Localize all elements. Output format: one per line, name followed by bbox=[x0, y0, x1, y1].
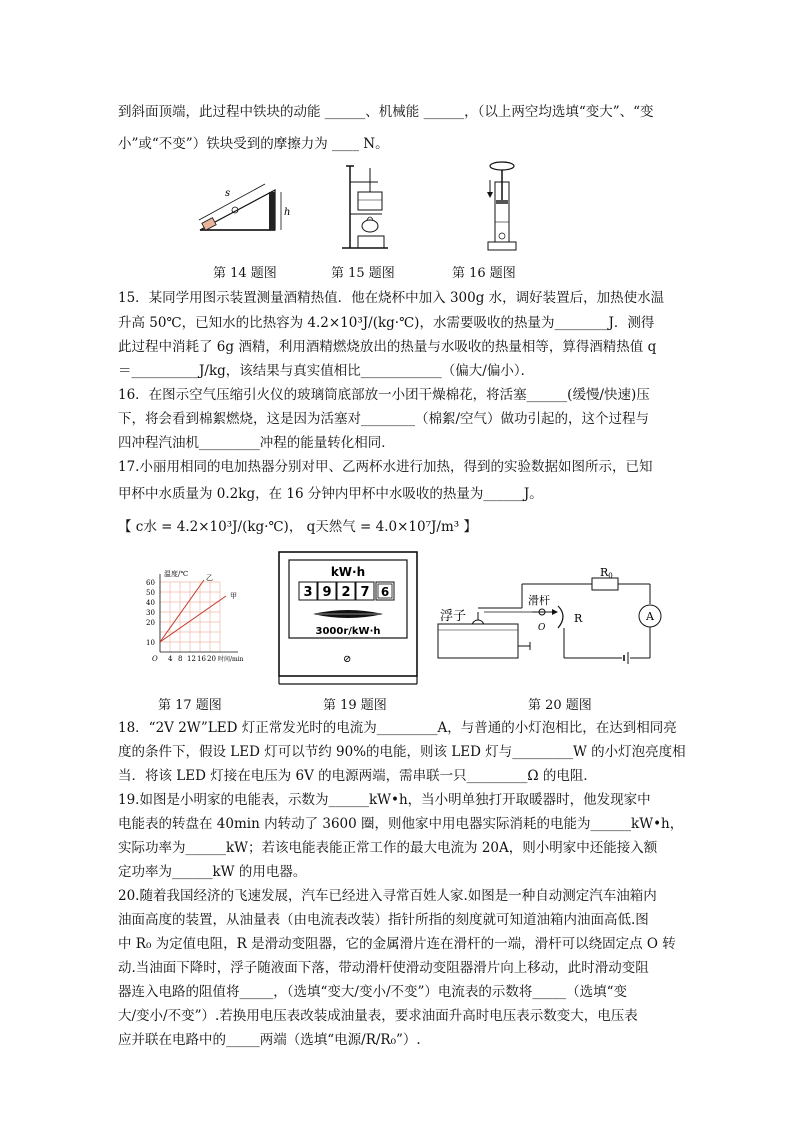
fig17-xtick: 12 bbox=[187, 655, 196, 663]
fig14-caption: 第 14 题图 bbox=[213, 266, 277, 281]
fig20-o-label: O bbox=[538, 623, 546, 633]
q20-line-7: 应并联在电路中的_____两端（选填“电源/R/R₀”）. bbox=[118, 1032, 421, 1048]
fig16-compression-igniter bbox=[480, 160, 530, 256]
fig17-xtick: 8 bbox=[178, 655, 183, 663]
fig17-ytick: 40 bbox=[146, 599, 155, 607]
fig17-series-jia: 甲 bbox=[230, 592, 237, 600]
q19-line-4: 定功率为______kW 的用电器。 bbox=[118, 864, 307, 880]
fig17-xlabel: 时间/min bbox=[218, 656, 244, 663]
q19-line-2: 电能表的转盘在 40min 内转动了 3600 圈，则他家中用电器实际消耗的电能为______kW•h， bbox=[118, 816, 684, 832]
fig20-lever-label: 滑杆 bbox=[528, 594, 550, 607]
q20-line-2: 油面高度的装置，从油量表（由电流表改装）指针所指的刻度就可知道油箱内油面高低.图 bbox=[118, 912, 649, 928]
fig19-electricity-meter bbox=[277, 550, 419, 686]
q16-line-3: 四冲程汽油机_________冲程的能量转化相同． bbox=[118, 435, 395, 451]
q15-line-1: 15．某同学用图示装置测量酒精热值．他在烧杯中加入 300g 水，调好装置后，加热使水温 bbox=[118, 290, 665, 306]
q17-constants: 【 c水 = 4.2×10³J/(kg·℃)， q天然气 = 4.0×10⁷J/m³ 】 bbox=[118, 519, 477, 535]
fig17-series-yi: 乙 bbox=[206, 574, 213, 582]
fig17-ytick: 60 bbox=[146, 579, 155, 587]
fig17-xtick: O bbox=[152, 655, 158, 663]
q20-line-5: 器连入电路的阻值将_____，（选填“变大/变小/不变”）电流表的示数将_____（选填“变 bbox=[118, 984, 628, 1000]
fig17-ytick: 30 bbox=[146, 609, 155, 617]
q17-line-1: 17.小丽用相同的电加热器分别对甲、乙两杯水进行加热，得到的实验数据如图所示，已知 bbox=[118, 459, 653, 475]
q16-line-1: 16．在图示空气压缩引火仪的玻璃筒底部放一小团干燥棉花，将活塞______(缓慢/快速)压 bbox=[118, 387, 650, 403]
q20-line-4: 动.当油面下降时，浮子随液面下落，带动滑杆使滑动变阻器滑片向上移动，此时滑动变阻 bbox=[118, 960, 649, 976]
q19-line-1: 19.如图是小明家的电能表，示数为______kW•h，当小明单独打开取暖器时，他发现家中 bbox=[118, 792, 651, 808]
q14-line-2: 小”或“不变”）铁块受到的摩擦力为 ____ N。 bbox=[118, 136, 389, 152]
fig17-temperature-graph bbox=[142, 568, 254, 668]
q17-line-2: 甲杯中水质量为 0.2kg，在 16 分钟内甲杯中水吸收的热量为______J。 bbox=[118, 486, 543, 502]
fig19-digit: 7 bbox=[360, 585, 370, 600]
fig17-caption: 第 17 题图 bbox=[158, 698, 222, 713]
fig19-digit: 6 bbox=[380, 585, 390, 599]
fig17-ytick: 50 bbox=[146, 589, 155, 597]
fig20-r-label: R bbox=[574, 612, 583, 625]
fig14-s-label: s bbox=[225, 188, 231, 199]
fig19-caption: 第 19 题图 bbox=[323, 698, 387, 713]
fig20-oil-level-circuit bbox=[434, 568, 670, 668]
fig17-xtick: 16 bbox=[197, 655, 206, 663]
q20-line-3: 中 R₀ 为定值电阻，R 是滑动变阻器，它的金属滑片连在滑杆的一端，滑杆可以绕固定点 O 转 bbox=[118, 936, 676, 952]
q20-line-1: 20.随着我国经济的飞速发展，汽车已经进入寻常百姓人家.如图是一种自动测定汽车油箱内 bbox=[118, 888, 657, 904]
fig19-symbol: ⊘ bbox=[343, 654, 352, 665]
q20-line-6: 大/变小/不变”）.若换用电压表改装成油量表，要求油面升高时电压表示数变大，电压表 bbox=[118, 1008, 638, 1024]
fig15-heating-apparatus bbox=[338, 162, 398, 254]
fig20-r0-label: R0 bbox=[600, 568, 613, 580]
q19-line-3: 实际功率为______kW；若该电能表能正常工作的最大电流为 20A，则小明家中还能接入额 bbox=[118, 840, 658, 856]
q16-line-2: 下，将会看到棉絮燃烧，这是因为活塞对________（棉絮/空气）做功引起的，这个过程与 bbox=[118, 411, 650, 427]
fig17-xtick: 4 bbox=[168, 655, 173, 663]
q15-line-3: 此过程中消耗了 6g 酒精，利用酒精燃烧放出的热量与水吸收的热量相等，算得酒精热值 q bbox=[118, 339, 657, 355]
q14-line-1: 到斜面顶端，此过程中铁块的动能 ______、机械能 ______，（以上两空均选填“变大”、“变 bbox=[118, 104, 654, 120]
fig19-rate: 3000r/kW·h bbox=[315, 626, 381, 637]
q18-line-3: 当．将该 LED 灯接在电压为 6V 的电源两端，需串联一只_________Ω 的电阻． bbox=[118, 768, 597, 784]
fig14-h-label: h bbox=[284, 207, 291, 218]
q15-line-4: ＝__________J/kg，该结果与真实值相比____________（偏大/偏小）． bbox=[118, 363, 535, 379]
fig17-ytick: 20 bbox=[146, 619, 155, 627]
fig20-float-label: 浮子 bbox=[440, 609, 467, 624]
fig17-ylabel: 温度/℃ bbox=[164, 570, 189, 578]
q15-line-2: 升高 50℃，已知水的比热容为 4.2×10³J/(kg·℃)，水需要吸收的热量为________J．测得 bbox=[118, 315, 655, 331]
fig19-digit: 3 bbox=[303, 585, 313, 600]
fig14-incline bbox=[195, 170, 295, 250]
fig16-caption: 第 16 题图 bbox=[452, 266, 516, 281]
fig20-ammeter-label: A bbox=[646, 610, 654, 623]
fig19-digit: 2 bbox=[341, 585, 351, 600]
fig15-caption: 第 15 题图 bbox=[331, 266, 395, 281]
fig17-xtick: 20 bbox=[207, 655, 216, 663]
q18-line-2: 度的条件下，假设 LED 灯可以节约 90%的电能，则该 LED 灯与_________W 的小灯泡亮度相 bbox=[118, 744, 686, 760]
fig19-unit: kW·h bbox=[330, 565, 366, 579]
fig20-caption: 第 20 题图 bbox=[528, 698, 592, 713]
fig19-digit: 9 bbox=[322, 585, 332, 600]
q18-line-1: 18．“2V 2W”LED 灯正常发光时的电流为_________A，与普通的小灯泡相比，在达到相同亮 bbox=[118, 720, 677, 736]
fig17-ytick: 10 bbox=[146, 639, 155, 647]
